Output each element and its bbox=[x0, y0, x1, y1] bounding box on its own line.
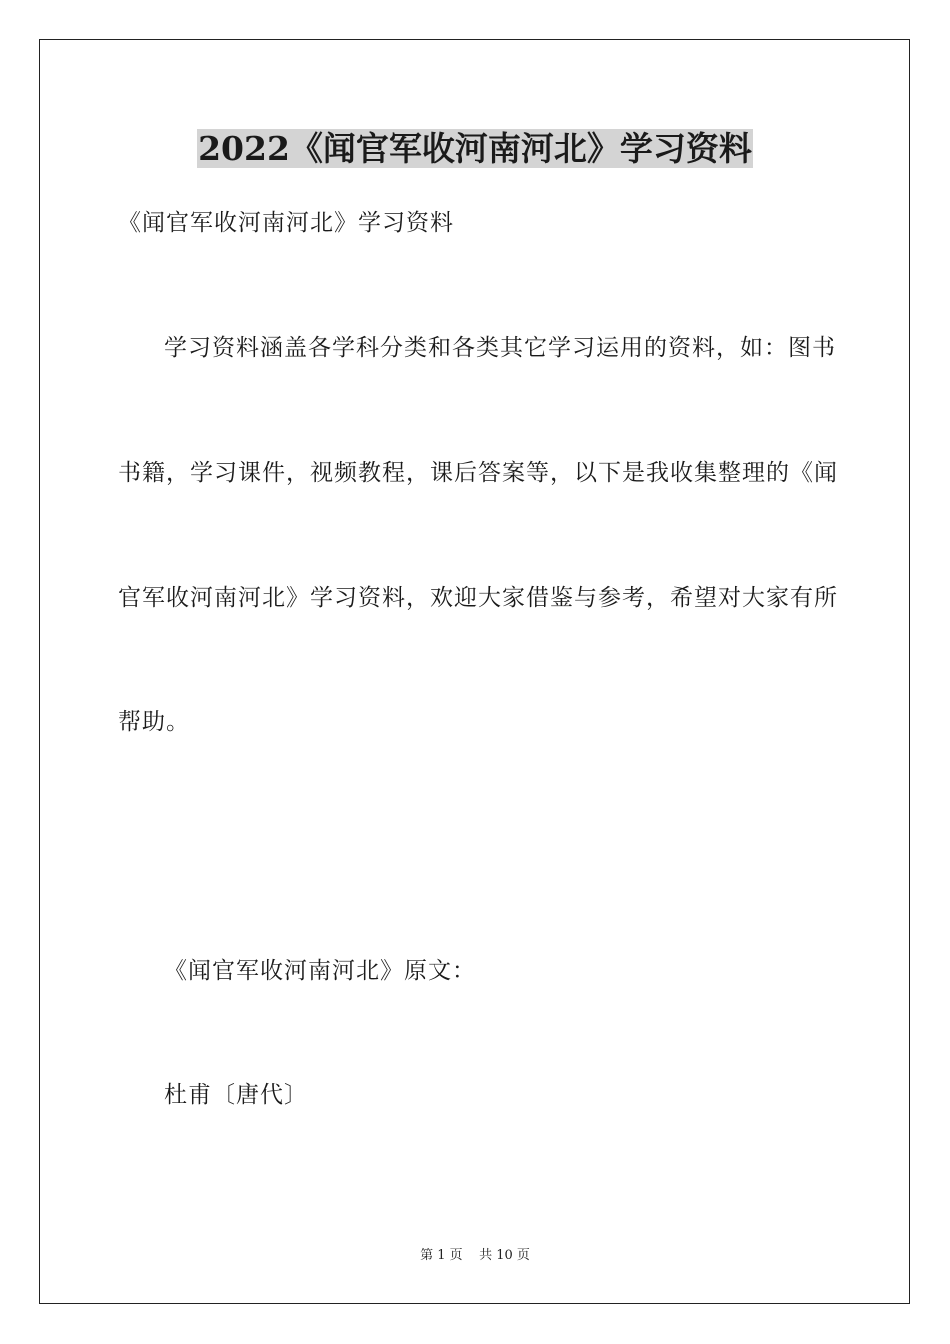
page-footer: 第 1 页 共 10 页 bbox=[420, 1248, 530, 1263]
author-line: 杜甫〔唐代〕 bbox=[164, 1082, 308, 1108]
document-subtitle: 《闻官军收河南河北》学习资料 bbox=[118, 210, 454, 236]
intro-line-4: 帮助。 bbox=[118, 709, 190, 735]
intro-line-2: 书籍，学习课件，视频教程，课后答案等，以下是我收集整理的《闻 bbox=[118, 460, 838, 486]
intro-line-1: 学习资料涵盖各学科分类和各类其它学习运用的资料，如：图书 bbox=[164, 335, 836, 361]
section-heading: 《闻官军收河南河北》原文： bbox=[164, 958, 476, 984]
document-title-text: 2022《闻官军收河南河北》学习资料 bbox=[198, 129, 752, 168]
document-title bbox=[0, 126, 950, 172]
intro-line-3: 官军收河南河北》学习资料，欢迎大家借鉴与参考，希望对大家有所 bbox=[118, 585, 838, 611]
